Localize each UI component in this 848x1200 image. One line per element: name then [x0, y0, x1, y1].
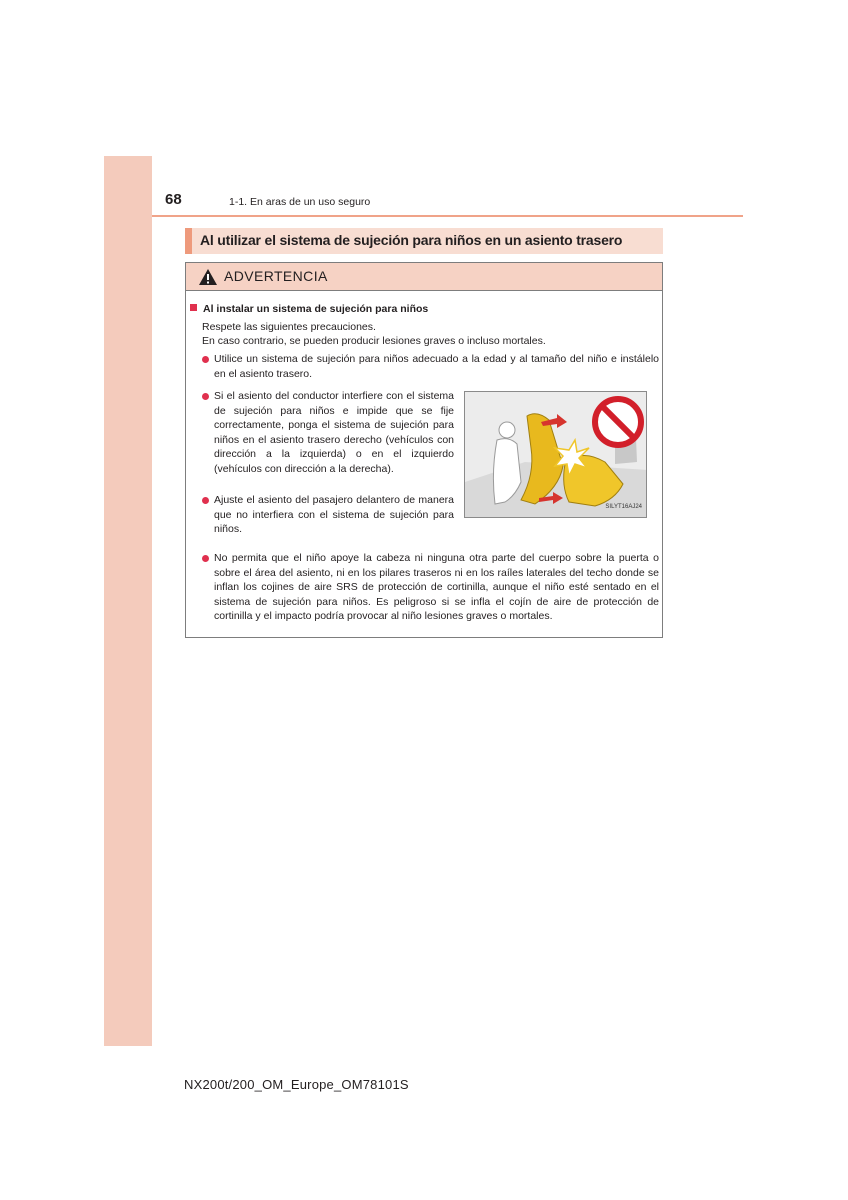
warning-subheading: Al instalar un sistema de sujeción para niños — [190, 302, 650, 317]
intro-line-1: Respete las siguientes precauciones. — [202, 321, 376, 333]
square-bullet-icon — [190, 304, 197, 311]
warning-box — [185, 262, 663, 638]
list-item: Utilice un sistema de sujeción para niños adecuado a la edad y al tamaño del niño e instálelo en el asiento trasero. — [202, 352, 659, 381]
section-title: Al utilizar el sistema de sujeción para niños en un asiento trasero — [200, 232, 623, 248]
seat-interference-illustration — [465, 392, 647, 518]
warning-label: ADVERTENCIA — [224, 268, 328, 284]
side-band — [104, 156, 152, 1046]
bullet-dot-icon — [202, 356, 209, 363]
page-number: 68 — [165, 191, 182, 208]
header-rule — [152, 215, 743, 217]
illustration — [464, 391, 647, 518]
list-item: Si el asiento del conductor interfiere con el sistema de sujeción para niños e impide que se fije correctamente, ponga el sistema de sujeción para niños en el asiento trasero derecho (vehículos con dirección a la izquierda) o en el izquierdo (vehículos con dirección a la derecha). — [202, 389, 454, 477]
warning-header — [186, 263, 662, 291]
section-title-bar — [185, 228, 663, 254]
document-code: NX200t/200_OM_Europe_OM78101S — [184, 1077, 409, 1092]
bullet-dot-icon — [202, 497, 209, 504]
warning-triangle-icon — [198, 268, 218, 286]
list-item: Ajuste el asiento del pasajero delantero de manera que no interfiera con el sistema de sujeción para niños. — [202, 493, 454, 537]
section-reference: 1-1. En aras de un uso seguro — [229, 196, 371, 208]
bullet-dot-icon — [202, 555, 209, 562]
list-item: No permita que el niño apoye la cabeza ni ninguna otra parte del cuerpo sobre la puerta o sobre el área del asiento, ni en los pilares traseros ni en los raíles laterales del techo donde se inflan los cojines de aire SRS de protección de cortinilla, aunque el niño esté sentado en el sistema de sujeción para niños. Es peligroso si se infla el cojín de aire de protección de cortinilla y el impacto podría provocar al niño lesiones graves o mortales. — [202, 551, 659, 624]
bullet-dot-icon — [202, 393, 209, 400]
figure-code: SILYT16AJ24 — [605, 504, 642, 511]
intro-line-2: En caso contrario, se pueden producir lesiones graves o incluso mortales. — [202, 335, 546, 347]
prohibition-icon — [595, 399, 641, 445]
